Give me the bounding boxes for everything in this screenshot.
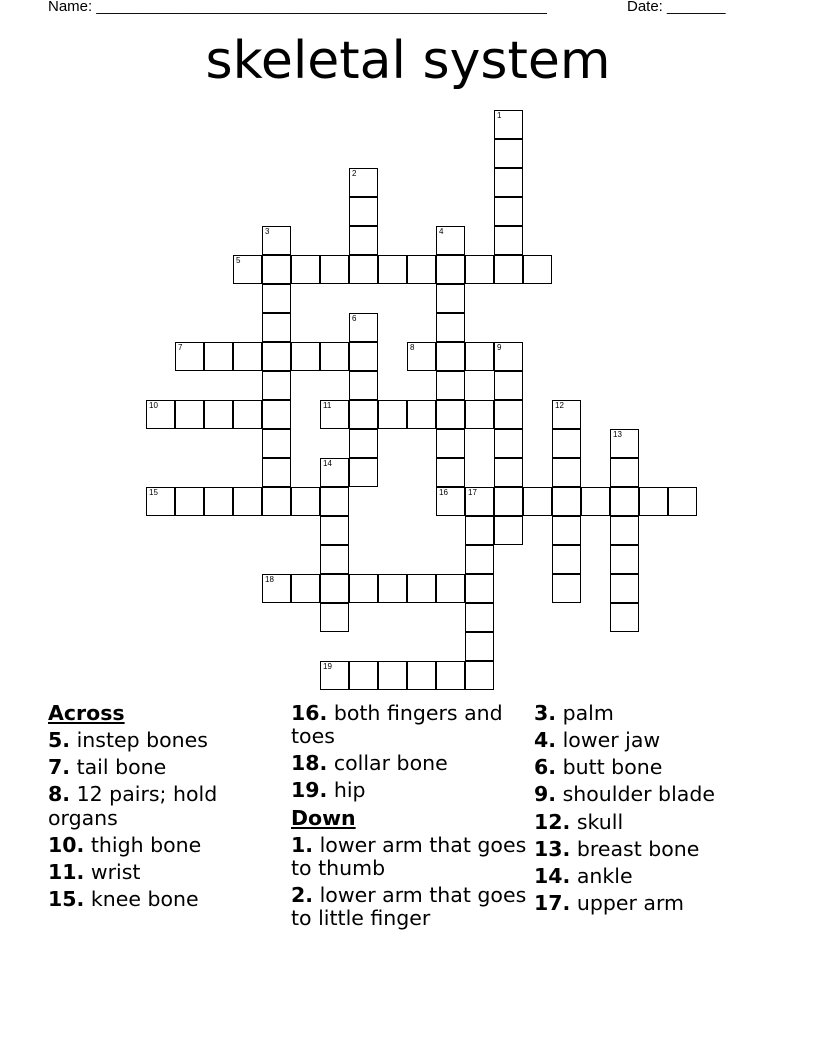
- grid-cell[interactable]: [146, 487, 175, 516]
- grid-cell[interactable]: [204, 487, 233, 516]
- page-title: skeletal system: [205, 31, 611, 91]
- clue-number: 2.: [291, 883, 314, 908]
- clue-number: 1.: [291, 832, 314, 857]
- grid-cell[interactable]: [610, 545, 639, 574]
- grid-cell[interactable]: [320, 574, 349, 603]
- grid-cell[interactable]: [465, 545, 494, 574]
- clue-number: 8: [410, 343, 415, 352]
- clue-text: lower jaw: [556, 728, 661, 753]
- clue-item: [534, 756, 774, 779]
- grid-cell[interactable]: [494, 458, 523, 487]
- grid-cell[interactable]: [175, 487, 204, 516]
- grid-cell[interactable]: [494, 197, 523, 226]
- clue-item: [534, 811, 774, 834]
- clue-number: 4.: [534, 728, 557, 753]
- grid-cell[interactable]: [407, 342, 436, 371]
- grid-cell[interactable]: [233, 400, 262, 429]
- down-heading: Down: [291, 805, 356, 830]
- grid-cell[interactable]: [552, 400, 581, 429]
- grid-cell[interactable]: [407, 400, 436, 429]
- clues-column-3: [534, 702, 774, 919]
- grid-cell[interactable]: [378, 574, 407, 603]
- grid-cell[interactable]: [233, 487, 262, 516]
- clue-number: 18: [265, 575, 274, 584]
- grid-cell[interactable]: [407, 255, 436, 284]
- name-field-label: Name: ______________________________________________________: [48, 0, 547, 15]
- grid-cell[interactable]: [378, 400, 407, 429]
- grid-cell[interactable]: [465, 255, 494, 284]
- clue-number: 16.: [291, 701, 328, 725]
- grid-cell[interactable]: [204, 400, 233, 429]
- clue-number: 17.: [534, 891, 571, 916]
- grid-cell[interactable]: [349, 226, 378, 255]
- clue-number: 14.: [534, 863, 571, 888]
- clue-item: [534, 865, 774, 888]
- clue-text: butt bone: [556, 755, 663, 780]
- grid-cell[interactable]: [262, 574, 291, 603]
- grid-cell[interactable]: [436, 429, 465, 458]
- clue-text: upper arm: [570, 891, 685, 916]
- clue-text: hip: [327, 778, 366, 803]
- grid-cell[interactable]: [320, 400, 349, 429]
- grid-cell[interactable]: [233, 255, 262, 284]
- grid-cell[interactable]: [349, 458, 378, 487]
- grid-cell[interactable]: [465, 603, 494, 632]
- clues-column-1: [48, 702, 288, 915]
- clue-text: tail bone: [70, 755, 167, 780]
- grid-cell[interactable]: [610, 458, 639, 487]
- grid-cell[interactable]: [436, 458, 465, 487]
- grid-cell[interactable]: [349, 429, 378, 458]
- grid-cell[interactable]: [436, 400, 465, 429]
- clue-item: [291, 702, 527, 748]
- grid-cell[interactable]: [465, 487, 494, 516]
- grid-cell[interactable]: [320, 342, 349, 371]
- grid-cell[interactable]: [349, 197, 378, 226]
- grid-cell[interactable]: [465, 516, 494, 545]
- clue-number: 18.: [291, 751, 328, 776]
- clues-column-2: [291, 702, 527, 934]
- grid-cell[interactable]: [552, 487, 581, 516]
- grid-cell[interactable]: [436, 255, 465, 284]
- grid-cell[interactable]: [378, 255, 407, 284]
- grid-cell[interactable]: [407, 661, 436, 690]
- clue-item: [534, 729, 774, 752]
- grid-cell[interactable]: [349, 255, 378, 284]
- grid-cell[interactable]: [291, 255, 320, 284]
- clue-number: 12: [555, 401, 564, 410]
- grid-cell[interactable]: [349, 342, 378, 371]
- grid-cell[interactable]: [494, 516, 523, 545]
- grid-cell[interactable]: [175, 400, 204, 429]
- grid-cell[interactable]: [291, 574, 320, 603]
- grid-cell[interactable]: [436, 342, 465, 371]
- grid-cell[interactable]: [465, 632, 494, 661]
- clue-text: breast bone: [570, 836, 700, 861]
- grid-cell[interactable]: [610, 487, 639, 516]
- clue-text: collar bone: [327, 751, 448, 776]
- clue-item: [48, 861, 288, 884]
- grid-cell[interactable]: [291, 342, 320, 371]
- grid-cell[interactable]: [436, 226, 465, 255]
- clue-item: [48, 756, 288, 779]
- grid-cell[interactable]: [436, 661, 465, 690]
- clue-item: [534, 838, 774, 861]
- grid-cell[interactable]: [494, 487, 523, 516]
- grid-cell[interactable]: [320, 545, 349, 574]
- clue-number: 6: [352, 314, 357, 323]
- grid-cell[interactable]: [465, 574, 494, 603]
- grid-cell[interactable]: [291, 487, 320, 516]
- clue-number: 15: [149, 488, 158, 497]
- clue-item: [48, 834, 288, 857]
- clue-number: 1: [497, 111, 502, 120]
- grid-cell[interactable]: [610, 516, 639, 545]
- clue-item: [534, 702, 774, 725]
- grid-cell[interactable]: [320, 661, 349, 690]
- grid-cell[interactable]: [436, 371, 465, 400]
- clue-number: 13: [613, 430, 622, 439]
- grid-cell[interactable]: [465, 661, 494, 690]
- grid-cell[interactable]: [494, 226, 523, 255]
- grid-cell[interactable]: [407, 574, 436, 603]
- grid-cell[interactable]: [436, 284, 465, 313]
- clue-text: 12 pairs; hold organs: [48, 782, 218, 830]
- grid-cell[interactable]: [349, 661, 378, 690]
- grid-cell[interactable]: [320, 458, 349, 487]
- clue-text: instep bones: [70, 728, 208, 753]
- grid-cell[interactable]: [581, 487, 610, 516]
- grid-cell[interactable]: [262, 458, 291, 487]
- clue-item: [291, 884, 527, 930]
- clue-text: ankle: [570, 863, 633, 888]
- clue-text: knee bone: [84, 887, 199, 912]
- grid-cell[interactable]: [204, 342, 233, 371]
- grid-cell[interactable]: [436, 313, 465, 342]
- grid-cell[interactable]: [349, 313, 378, 342]
- grid-cell[interactable]: [349, 168, 378, 197]
- grid-cell[interactable]: [494, 429, 523, 458]
- clue-text: shoulder blade: [556, 782, 715, 807]
- grid-cell[interactable]: [320, 487, 349, 516]
- grid-cell[interactable]: [146, 400, 175, 429]
- clue-number: 8.: [48, 782, 71, 807]
- clue-item: [534, 783, 774, 806]
- clue-number: 10: [149, 401, 158, 410]
- clue-text: lower arm that goes to little finger: [291, 883, 527, 931]
- clue-number: 11: [323, 401, 332, 410]
- clue-number: 14: [323, 459, 332, 468]
- grid-cell[interactable]: [465, 400, 494, 429]
- clue-number: 15.: [48, 887, 85, 912]
- grid-cell[interactable]: [320, 255, 349, 284]
- across-heading: Across: [48, 701, 125, 725]
- clue-text: skull: [570, 809, 624, 834]
- clue-item: [48, 888, 288, 911]
- clue-number: 10.: [48, 832, 85, 857]
- clue-number: 5: [236, 256, 241, 265]
- clue-number: 11.: [48, 859, 85, 884]
- clue-number: 9: [497, 343, 502, 352]
- grid-cell[interactable]: [262, 371, 291, 400]
- grid-cell[interactable]: [494, 400, 523, 429]
- grid-cell[interactable]: [639, 487, 668, 516]
- clue-number: 19.: [291, 778, 328, 803]
- grid-cell[interactable]: [552, 516, 581, 545]
- grid-cell[interactable]: [349, 400, 378, 429]
- grid-cell[interactable]: [262, 400, 291, 429]
- clue-number: 7.: [48, 755, 71, 780]
- clue-number: 19: [323, 662, 332, 671]
- clue-number: 16: [439, 488, 448, 497]
- clue-number: 4: [439, 227, 444, 236]
- clue-number: 9.: [534, 782, 557, 807]
- grid-cell[interactable]: [523, 255, 552, 284]
- clue-item: [291, 779, 527, 802]
- grid-cell[interactable]: [320, 516, 349, 545]
- grid-cell[interactable]: [378, 661, 407, 690]
- grid-cell[interactable]: [320, 603, 349, 632]
- grid-cell[interactable]: [494, 139, 523, 168]
- grid-cell[interactable]: [494, 371, 523, 400]
- clue-text: both fingers and toes: [291, 701, 503, 749]
- grid-cell[interactable]: [552, 429, 581, 458]
- grid-cell[interactable]: [552, 458, 581, 487]
- grid-cell[interactable]: [494, 342, 523, 371]
- clue-number: 2: [352, 169, 357, 178]
- clue-item: [48, 729, 288, 752]
- grid-cell[interactable]: [262, 226, 291, 255]
- grid-cell[interactable]: [552, 545, 581, 574]
- grid-cell[interactable]: [175, 342, 204, 371]
- clue-number: 13.: [534, 836, 571, 861]
- clue-number: 7: [178, 343, 183, 352]
- clue-item: [291, 752, 527, 775]
- clue-number: 12.: [534, 809, 571, 834]
- grid-cell[interactable]: [262, 284, 291, 313]
- grid-cell[interactable]: [233, 342, 262, 371]
- clue-number: 3: [265, 227, 270, 236]
- clue-text: thigh bone: [84, 832, 202, 857]
- grid-cell[interactable]: [494, 110, 523, 139]
- grid-cell[interactable]: [523, 487, 552, 516]
- grid-cell[interactable]: [349, 371, 378, 400]
- grid-cell[interactable]: [436, 487, 465, 516]
- grid-cell[interactable]: [262, 313, 291, 342]
- clue-item: [291, 834, 527, 880]
- clue-item: [534, 892, 774, 915]
- grid-cell[interactable]: [668, 487, 697, 516]
- clue-item: [48, 783, 288, 829]
- grid-cell[interactable]: [436, 574, 465, 603]
- grid-cell[interactable]: [610, 603, 639, 632]
- grid-cell[interactable]: [552, 574, 581, 603]
- clue-text: palm: [556, 701, 614, 725]
- grid-cell[interactable]: [349, 574, 378, 603]
- clue-text: lower arm that goes to thumb: [291, 832, 527, 880]
- grid-cell[interactable]: [262, 429, 291, 458]
- grid-cell[interactable]: [494, 255, 523, 284]
- clue-number: 5.: [48, 728, 71, 753]
- grid-cell[interactable]: [262, 342, 291, 371]
- date-field-label: Date: _______: [627, 0, 726, 15]
- grid-cell[interactable]: [465, 342, 494, 371]
- clue-number: 6.: [534, 755, 557, 780]
- grid-cell[interactable]: [610, 574, 639, 603]
- grid-cell[interactable]: [262, 255, 291, 284]
- grid-cell[interactable]: [494, 168, 523, 197]
- grid-cell[interactable]: [262, 487, 291, 516]
- clue-text: wrist: [84, 859, 141, 884]
- clue-number: 17: [468, 488, 477, 497]
- grid-cell[interactable]: [610, 429, 639, 458]
- clue-number: 3.: [534, 701, 557, 725]
